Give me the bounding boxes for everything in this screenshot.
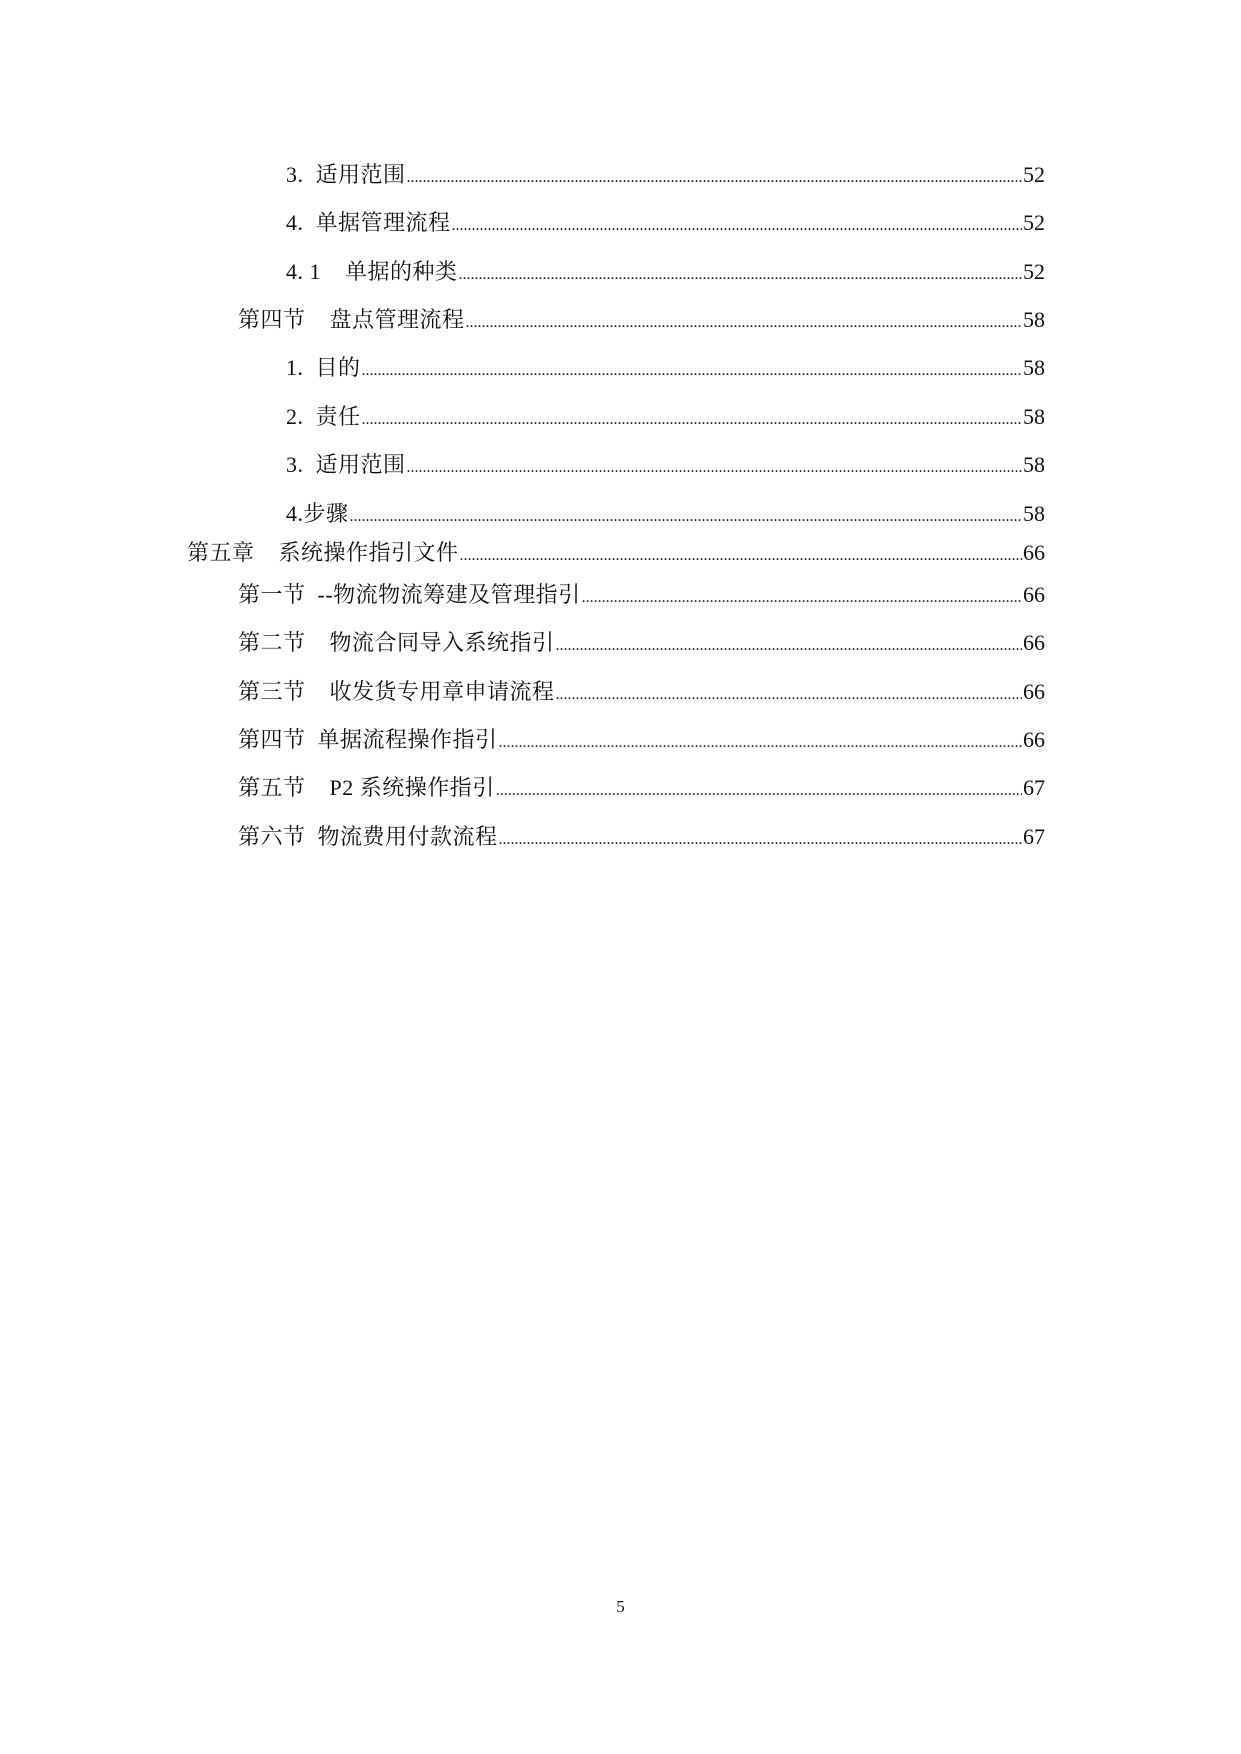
toc-entry[interactable] <box>187 539 1045 567</box>
toc-dot-leader <box>556 632 1022 660</box>
toc-entry[interactable] <box>286 451 1045 479</box>
toc-entry-title: 3. 适用范围 <box>286 162 406 187</box>
toc-entry-page: 52 <box>1023 210 1045 235</box>
toc-entry-title: 第二节 物流合同导入系统指引 <box>238 630 555 655</box>
toc-entry[interactable] <box>238 678 1045 706</box>
toc-entry[interactable] <box>286 209 1045 237</box>
toc-entry-page: 52 <box>1023 162 1045 187</box>
toc-dot-leader <box>452 212 1022 240</box>
toc-entry-title: 第三节 收发货专用章申请流程 <box>238 679 555 704</box>
toc-dot-leader <box>350 503 1022 531</box>
toc-entry[interactable] <box>286 403 1045 431</box>
toc-dot-leader <box>499 729 1022 757</box>
toc-dot-leader <box>499 826 1022 854</box>
toc-dot-leader <box>362 406 1022 434</box>
toc-dot-leader <box>460 542 1022 570</box>
toc-dot-leader <box>496 777 1022 805</box>
page-number: 5 <box>616 1597 625 1616</box>
toc-entry-title: 2. 责任 <box>286 404 361 429</box>
toc-entry[interactable] <box>238 581 1045 609</box>
toc-entry-title: 4. 单据管理流程 <box>286 210 451 235</box>
toc-entry-title: 第四节 盘点管理流程 <box>238 307 465 332</box>
toc-dot-leader <box>362 357 1022 385</box>
toc-dot-leader <box>459 261 1022 289</box>
toc-entry-title: 3. 适用范围 <box>286 452 406 477</box>
toc-entry[interactable] <box>286 500 1045 528</box>
toc-entry[interactable] <box>238 726 1045 754</box>
toc-entry-page: 52 <box>1023 259 1045 284</box>
toc-entry-page: 58 <box>1023 307 1045 332</box>
toc-entry-title: 1. 目的 <box>286 355 361 380</box>
toc-dot-leader <box>407 454 1022 482</box>
toc-entry-page: 66 <box>1023 540 1045 565</box>
toc-entry-page: 66 <box>1023 679 1045 704</box>
toc-entry-title: 第四节 单据流程操作指引 <box>238 727 498 752</box>
toc-entry-title: 第五章 系统操作指引文件 <box>187 540 459 565</box>
toc-entry-page: 67 <box>1023 824 1045 849</box>
toc-entry-title: 第五节 P2 系统操作指引 <box>238 775 495 800</box>
toc-entry-page: 66 <box>1023 582 1045 607</box>
toc-entry-page: 67 <box>1023 775 1045 800</box>
toc-entry-title: 4.步骤 <box>286 501 349 526</box>
toc-entry-page: 58 <box>1023 404 1045 429</box>
toc-entry-page: 58 <box>1023 355 1045 380</box>
toc-entry-title: 第一节 --物流物流筹建及管理指引 <box>238 582 581 607</box>
toc-entry-title: 第六节 物流费用付款流程 <box>238 824 498 849</box>
toc-dot-leader <box>407 164 1022 192</box>
toc-entry[interactable] <box>238 306 1045 334</box>
toc-dot-leader <box>556 681 1022 709</box>
toc-entry-page: 66 <box>1023 727 1045 752</box>
toc-entry[interactable] <box>286 354 1045 382</box>
toc-dot-leader <box>582 584 1022 612</box>
toc-entry[interactable] <box>238 629 1045 657</box>
toc-entry-title: 4. 1 单据的种类 <box>286 259 458 284</box>
toc-entry[interactable] <box>238 774 1045 802</box>
toc-entry[interactable] <box>286 161 1045 189</box>
toc-dot-leader <box>466 309 1022 337</box>
toc-entry-page: 58 <box>1023 452 1045 477</box>
toc-entry[interactable] <box>286 258 1045 286</box>
toc-entry[interactable] <box>238 823 1045 851</box>
toc-entry-page: 58 <box>1023 501 1045 526</box>
toc-entry-page: 66 <box>1023 630 1045 655</box>
